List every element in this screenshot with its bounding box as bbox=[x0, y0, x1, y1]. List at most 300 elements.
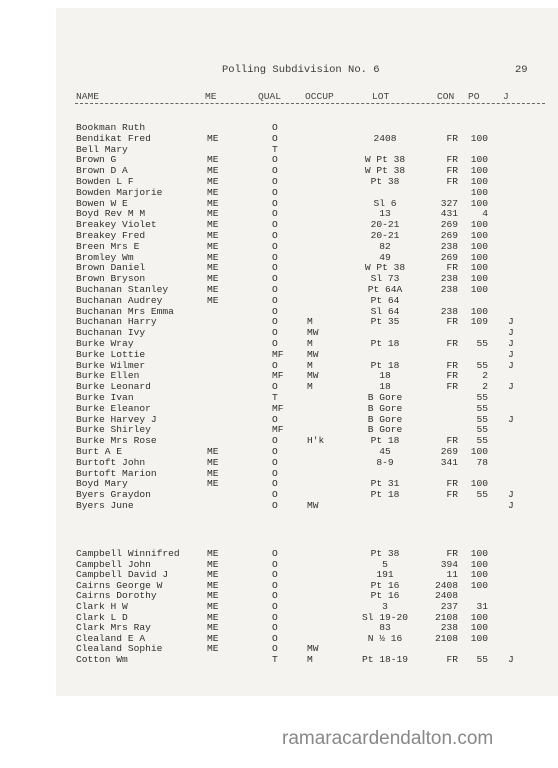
lot-cell: 45 bbox=[379, 446, 391, 457]
po-cell: 100 bbox=[470, 622, 488, 634]
name-cell: Clealand Sophie bbox=[76, 643, 163, 655]
lot-cell: Pt 18 bbox=[370, 359, 400, 371]
qual-cell: O bbox=[272, 262, 278, 274]
name-cell: Burke Ivan bbox=[76, 392, 134, 403]
table-row bbox=[0, 622, 558, 633]
con-cell: FR bbox=[446, 338, 458, 349]
occup-cell: MW bbox=[307, 500, 319, 511]
qual-cell: O bbox=[272, 590, 278, 602]
header-qual: QUAL bbox=[258, 91, 282, 102]
po-cell: 100 bbox=[470, 632, 488, 644]
qual-cell: O bbox=[272, 601, 278, 612]
header-j: J bbox=[503, 91, 509, 102]
name-cell: Burke Shirley bbox=[76, 424, 151, 436]
lot-cell: 20-21 bbox=[370, 230, 400, 241]
qual-cell: O bbox=[272, 284, 278, 295]
name-cell: Breen Mrs E bbox=[76, 240, 140, 252]
table-row bbox=[0, 219, 558, 230]
name-cell: Buchanan Ivy bbox=[76, 327, 146, 339]
table-row bbox=[0, 403, 558, 414]
table-row bbox=[0, 360, 558, 371]
lot-cell: Pt 38 bbox=[370, 176, 400, 187]
lot-cell: 20-21 bbox=[370, 219, 400, 231]
j-cell: J bbox=[508, 327, 514, 339]
con-cell: 269 bbox=[440, 446, 458, 457]
po-cell: 55 bbox=[476, 359, 488, 371]
po-cell: 55 bbox=[476, 489, 488, 501]
qual-cell: O bbox=[272, 230, 278, 241]
lot-cell: Pt 38 bbox=[370, 548, 400, 559]
con-cell: FR bbox=[446, 176, 458, 187]
name-cell: Clark L D bbox=[76, 611, 128, 623]
con-cell: FR bbox=[446, 370, 458, 382]
po-cell: 100 bbox=[470, 240, 488, 252]
qual-cell: T bbox=[272, 392, 278, 403]
name-cell: Burtoft Marion bbox=[76, 467, 157, 479]
me-cell: ME bbox=[207, 132, 219, 144]
name-cell: Cotton Wm bbox=[76, 654, 128, 665]
con-cell: FR bbox=[446, 548, 458, 559]
table-row bbox=[0, 176, 558, 187]
qual-cell: O bbox=[272, 273, 278, 285]
table-row bbox=[0, 446, 558, 457]
name-cell: Burke Mrs Rose bbox=[76, 435, 157, 447]
po-cell: 109 bbox=[470, 316, 488, 328]
name-cell: Burtoft John bbox=[76, 456, 146, 468]
header-rule bbox=[75, 103, 545, 104]
occup-cell: MW bbox=[307, 327, 319, 339]
name-cell: Buchanan Stanley bbox=[76, 284, 169, 295]
page-number: 29 bbox=[515, 64, 528, 76]
me-cell: ME bbox=[207, 294, 219, 306]
table-row bbox=[0, 349, 558, 360]
table-row bbox=[0, 154, 558, 165]
j-cell: J bbox=[508, 348, 514, 360]
me-cell: ME bbox=[207, 611, 219, 623]
qual-cell: O bbox=[272, 558, 278, 570]
header-name: NAME bbox=[76, 91, 100, 102]
name-cell: Brown Daniel bbox=[76, 262, 146, 274]
table-row bbox=[0, 316, 558, 327]
po-cell: 100 bbox=[470, 446, 488, 457]
name-cell: Clark Mrs Ray bbox=[76, 622, 151, 634]
name-cell: Buchanan Harry bbox=[76, 316, 157, 328]
lot-cell: W Pt 38 bbox=[364, 154, 406, 166]
table-row bbox=[0, 187, 558, 198]
me-cell: ME bbox=[207, 240, 219, 252]
j-cell: J bbox=[508, 500, 514, 511]
qual-cell: O bbox=[272, 197, 278, 209]
po-cell: 2 bbox=[482, 381, 488, 393]
table-row bbox=[0, 580, 558, 591]
po-cell: 55 bbox=[476, 424, 488, 436]
con-cell: 341 bbox=[440, 456, 458, 468]
me-cell: ME bbox=[207, 284, 219, 295]
con-cell: 237 bbox=[440, 601, 458, 612]
qual-cell: O bbox=[272, 632, 278, 644]
lot-cell: Pt 18-19 bbox=[361, 654, 409, 665]
occup-cell: MW bbox=[307, 348, 319, 360]
table-row bbox=[0, 327, 558, 338]
con-cell: 238 bbox=[440, 622, 458, 634]
name-cell: Breakey Violet bbox=[76, 219, 157, 231]
occup-cell: M bbox=[307, 316, 313, 328]
con-cell: FR bbox=[446, 654, 458, 665]
con-cell: FR bbox=[446, 165, 458, 177]
me-cell: ME bbox=[207, 601, 219, 612]
me-cell: ME bbox=[207, 154, 219, 166]
name-cell: Burke Lottie bbox=[76, 348, 146, 360]
header-occup: OCCUP bbox=[305, 91, 334, 102]
j-cell: J bbox=[508, 338, 514, 349]
me-cell: ME bbox=[207, 456, 219, 468]
table-row bbox=[0, 548, 558, 559]
qual-cell: O bbox=[272, 569, 278, 581]
lot-cell: 18 bbox=[379, 370, 391, 382]
lot-cell: Pt 18 bbox=[370, 435, 400, 447]
occup-cell: M bbox=[307, 381, 313, 393]
j-cell: J bbox=[508, 489, 514, 501]
table-row bbox=[0, 208, 558, 219]
name-cell: Cairns Dorothy bbox=[76, 590, 157, 602]
name-cell: Campbell David J bbox=[76, 569, 169, 581]
lot-cell: W Pt 38 bbox=[364, 165, 406, 177]
con-cell: FR bbox=[446, 381, 458, 393]
po-cell: 100 bbox=[470, 154, 488, 166]
name-cell: Bowden L F bbox=[76, 176, 134, 187]
lot-cell: 3 bbox=[382, 601, 388, 612]
table-row bbox=[0, 198, 558, 209]
name-cell: Clark H W bbox=[76, 601, 128, 612]
qual-cell: MF bbox=[272, 348, 284, 360]
po-cell: 100 bbox=[470, 230, 488, 241]
lot-cell: 5 bbox=[382, 558, 388, 570]
me-cell: ME bbox=[207, 176, 219, 187]
name-cell: Bowen W E bbox=[76, 197, 128, 209]
con-cell: 394 bbox=[440, 558, 458, 570]
name-cell: Buchanan Audrey bbox=[76, 294, 163, 306]
name-cell: Bromley Wm bbox=[76, 251, 134, 263]
lot-cell: 18 bbox=[379, 381, 391, 393]
con-cell: 238 bbox=[440, 305, 458, 317]
name-cell: Brown Bryson bbox=[76, 273, 146, 285]
table-row bbox=[0, 338, 558, 349]
con-cell: 2408 bbox=[434, 590, 458, 602]
lot-cell: B Gore bbox=[367, 402, 403, 414]
con-cell: 2408 bbox=[434, 579, 458, 591]
table-row bbox=[0, 590, 558, 601]
po-cell: 100 bbox=[470, 165, 488, 177]
con-cell: FR bbox=[446, 262, 458, 274]
me-cell: ME bbox=[207, 643, 219, 655]
con-cell: FR bbox=[446, 478, 458, 490]
me-cell: ME bbox=[207, 186, 219, 198]
po-cell: 2 bbox=[482, 370, 488, 382]
table-row bbox=[0, 633, 558, 644]
me-cell: ME bbox=[207, 467, 219, 479]
table-row bbox=[0, 424, 558, 435]
table-row bbox=[0, 122, 558, 133]
po-cell: 100 bbox=[470, 558, 488, 570]
j-cell: J bbox=[508, 654, 514, 665]
lot-cell: N ½ 16 bbox=[367, 632, 403, 644]
name-cell: Brown D A bbox=[76, 165, 128, 177]
qual-cell: O bbox=[272, 208, 278, 220]
occup-cell: MW bbox=[307, 643, 319, 655]
name-cell: Byers June bbox=[76, 500, 134, 511]
me-cell: ME bbox=[207, 446, 219, 457]
qual-cell: O bbox=[272, 467, 278, 479]
table-row bbox=[0, 252, 558, 263]
po-cell: 100 bbox=[470, 569, 488, 581]
table-row bbox=[0, 489, 558, 500]
me-cell: ME bbox=[207, 165, 219, 177]
name-cell: Bendikat Fred bbox=[76, 132, 151, 144]
con-cell: 269 bbox=[440, 230, 458, 241]
me-cell: ME bbox=[207, 622, 219, 634]
table-row bbox=[0, 295, 558, 306]
lot-cell: 8-9 bbox=[376, 456, 394, 468]
occup-cell: M bbox=[307, 359, 313, 371]
lot-cell: Sl 64 bbox=[370, 305, 400, 317]
con-cell: FR bbox=[446, 316, 458, 328]
me-cell: ME bbox=[207, 478, 219, 490]
po-cell: 100 bbox=[470, 197, 488, 209]
name-cell: Brown G bbox=[76, 154, 117, 166]
po-cell: 55 bbox=[476, 402, 488, 414]
table-row bbox=[0, 559, 558, 570]
po-cell: 55 bbox=[476, 654, 488, 665]
qual-cell: MF bbox=[272, 402, 284, 414]
qual-cell: O bbox=[272, 305, 278, 317]
qual-cell: O bbox=[272, 643, 278, 655]
me-cell: ME bbox=[207, 273, 219, 285]
lot-cell: 49 bbox=[379, 251, 391, 263]
lot-cell: B Gore bbox=[367, 392, 403, 403]
header-me: ME bbox=[205, 91, 217, 102]
table-row bbox=[0, 643, 558, 654]
me-cell: ME bbox=[207, 262, 219, 274]
table-row bbox=[0, 370, 558, 381]
lot-cell: Pt 16 bbox=[370, 590, 400, 602]
table-row bbox=[0, 612, 558, 623]
table-row bbox=[0, 284, 558, 295]
lot-cell: Pt 64 bbox=[370, 294, 400, 306]
name-cell: Campbell John bbox=[76, 558, 151, 570]
lot-cell: Sl 6 bbox=[373, 197, 397, 209]
occup-cell: M bbox=[307, 654, 313, 665]
con-cell: FR bbox=[446, 132, 458, 144]
con-cell: 269 bbox=[440, 219, 458, 231]
lot-cell: Sl 73 bbox=[370, 273, 400, 285]
qual-cell: O bbox=[272, 316, 278, 328]
qual-cell: O bbox=[272, 122, 278, 133]
qual-cell: O bbox=[272, 500, 278, 511]
header-lot: LOT bbox=[372, 91, 390, 102]
j-cell: J bbox=[508, 359, 514, 371]
qual-cell: O bbox=[272, 186, 278, 198]
qual-cell: O bbox=[272, 478, 278, 490]
qual-cell: O bbox=[272, 381, 278, 393]
table-row bbox=[0, 381, 558, 392]
lot-cell: Pt 18 bbox=[370, 489, 400, 501]
me-cell: ME bbox=[207, 548, 219, 559]
me-cell: ME bbox=[207, 230, 219, 241]
po-cell: 100 bbox=[470, 305, 488, 317]
con-cell: 269 bbox=[440, 251, 458, 263]
table-row bbox=[0, 500, 558, 511]
name-cell: Burke Ellen bbox=[76, 370, 140, 382]
po-cell: 100 bbox=[470, 186, 488, 198]
po-cell: 55 bbox=[476, 392, 488, 403]
page-title: Polling Subdivision No. 6 bbox=[222, 64, 380, 76]
name-cell: Breakey Fred bbox=[76, 230, 146, 241]
con-cell: FR bbox=[446, 435, 458, 447]
lot-cell: Sl 19-20 bbox=[361, 611, 409, 623]
po-cell: 100 bbox=[470, 219, 488, 231]
po-cell: 100 bbox=[470, 478, 488, 490]
name-cell: Bookman Ruth bbox=[76, 122, 146, 133]
name-cell: Burke Eleanor bbox=[76, 402, 151, 414]
table-row bbox=[0, 133, 558, 144]
con-cell: 238 bbox=[440, 284, 458, 295]
me-cell: ME bbox=[207, 219, 219, 231]
me-cell: ME bbox=[207, 569, 219, 581]
con-cell: FR bbox=[446, 359, 458, 371]
po-cell: 55 bbox=[476, 338, 488, 349]
qual-cell: O bbox=[272, 154, 278, 166]
po-cell: 100 bbox=[470, 579, 488, 591]
con-cell: 238 bbox=[440, 273, 458, 285]
table-row bbox=[0, 654, 558, 665]
lot-cell: 191 bbox=[376, 569, 394, 581]
name-cell: Buchanan Mrs Emma bbox=[76, 305, 174, 317]
qual-cell: T bbox=[272, 654, 278, 665]
qual-cell: O bbox=[272, 413, 278, 425]
lot-cell: 83 bbox=[379, 622, 391, 634]
con-cell: 2108 bbox=[434, 611, 458, 623]
con-cell: 11 bbox=[446, 569, 458, 581]
qual-cell: O bbox=[272, 359, 278, 371]
po-cell: 78 bbox=[476, 456, 488, 468]
table-row bbox=[0, 262, 558, 273]
header-po: PO bbox=[468, 91, 480, 102]
occup-cell: M bbox=[307, 338, 313, 349]
qual-cell: O bbox=[272, 489, 278, 501]
qual-cell: O bbox=[272, 548, 278, 559]
qual-cell: O bbox=[272, 456, 278, 468]
lot-cell: B Gore bbox=[367, 413, 403, 425]
me-cell: ME bbox=[207, 632, 219, 644]
name-cell: Burke Wilmer bbox=[76, 359, 146, 371]
con-cell: FR bbox=[446, 154, 458, 166]
table-row bbox=[0, 414, 558, 425]
qual-cell: O bbox=[272, 435, 278, 447]
con-cell: 2108 bbox=[434, 632, 458, 644]
name-cell: Byers Graydon bbox=[76, 489, 151, 501]
table-row bbox=[0, 241, 558, 252]
qual-cell: O bbox=[272, 622, 278, 634]
occup-cell: MW bbox=[307, 370, 319, 382]
name-cell: Bell Mary bbox=[76, 143, 128, 155]
con-cell: 327 bbox=[440, 197, 458, 209]
qual-cell: O bbox=[272, 294, 278, 306]
qual-cell: T bbox=[272, 143, 278, 155]
me-cell: ME bbox=[207, 558, 219, 570]
table-row bbox=[0, 601, 558, 612]
qual-cell: O bbox=[272, 327, 278, 339]
qual-cell: O bbox=[272, 446, 278, 457]
po-cell: 100 bbox=[470, 176, 488, 187]
occup-cell: H'k bbox=[307, 435, 325, 447]
j-cell: J bbox=[508, 413, 514, 425]
me-cell: ME bbox=[207, 251, 219, 263]
po-cell: 100 bbox=[470, 251, 488, 263]
table-row bbox=[0, 392, 558, 403]
qual-cell: MF bbox=[272, 370, 284, 382]
lot-cell: W Pt 38 bbox=[364, 262, 406, 274]
me-cell: ME bbox=[207, 590, 219, 602]
name-cell: Burke Harvey J bbox=[76, 413, 157, 425]
qual-cell: O bbox=[272, 611, 278, 623]
po-cell: 55 bbox=[476, 435, 488, 447]
me-cell: ME bbox=[207, 197, 219, 209]
name-cell: Boyd Rev M M bbox=[76, 208, 146, 220]
qual-cell: O bbox=[272, 165, 278, 177]
po-cell: 100 bbox=[470, 548, 488, 559]
qual-cell: O bbox=[272, 132, 278, 144]
lot-cell: Pt 31 bbox=[370, 478, 400, 490]
con-cell: 431 bbox=[440, 208, 458, 220]
me-cell: ME bbox=[207, 208, 219, 220]
table-row bbox=[0, 165, 558, 176]
po-cell: 31 bbox=[476, 601, 488, 612]
table-row bbox=[0, 478, 558, 489]
con-cell: 238 bbox=[440, 240, 458, 252]
qual-cell: O bbox=[272, 251, 278, 263]
j-cell: J bbox=[508, 381, 514, 393]
lot-cell: Pt 18 bbox=[370, 338, 400, 349]
table-row bbox=[0, 457, 558, 468]
con-cell: FR bbox=[446, 489, 458, 501]
qual-cell: MF bbox=[272, 424, 284, 436]
j-cell: J bbox=[508, 316, 514, 328]
lot-cell: Pt 16 bbox=[370, 579, 400, 591]
table-row bbox=[0, 569, 558, 580]
qual-cell: O bbox=[272, 240, 278, 252]
lot-cell: Pt 35 bbox=[370, 316, 400, 328]
po-cell: 100 bbox=[470, 273, 488, 285]
lot-cell: 2408 bbox=[373, 132, 397, 144]
header-con: CON bbox=[437, 91, 455, 102]
qual-cell: O bbox=[272, 219, 278, 231]
po-cell: 100 bbox=[470, 284, 488, 295]
table-row bbox=[0, 435, 558, 446]
qual-cell: O bbox=[272, 176, 278, 187]
qual-cell: O bbox=[272, 579, 278, 591]
name-cell: Cairns George W bbox=[76, 579, 163, 591]
table-row bbox=[0, 468, 558, 479]
lot-cell: Pt 64A bbox=[367, 284, 403, 295]
name-cell: Clealand E A bbox=[76, 632, 146, 644]
name-cell: Burke Wray bbox=[76, 338, 134, 349]
name-cell: Boyd Mary bbox=[76, 478, 128, 490]
lot-cell: 82 bbox=[379, 240, 391, 252]
table-row bbox=[0, 306, 558, 317]
lot-cell: B Gore bbox=[367, 424, 403, 436]
name-cell: Campbell Winnifred bbox=[76, 548, 180, 559]
po-cell: 100 bbox=[470, 132, 488, 144]
